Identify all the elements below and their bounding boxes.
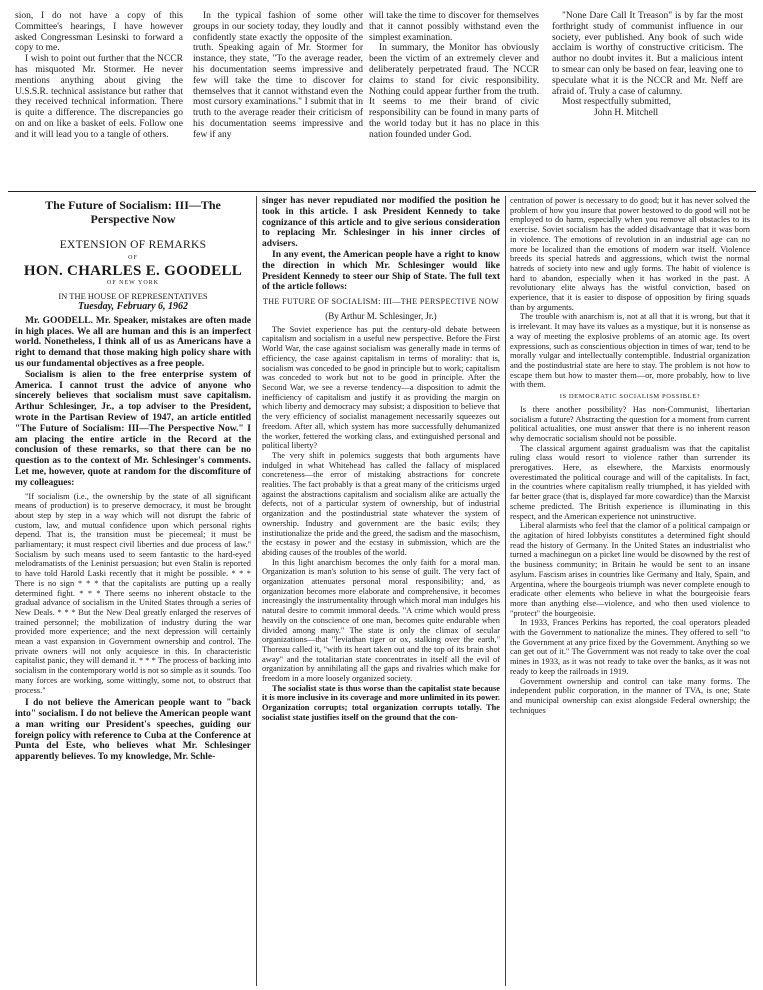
byline: (By Arthur M. Schlesinger, Jr.)	[325, 310, 437, 321]
article-title: The Future of Socialism: III—The Perspective Now	[45, 198, 221, 226]
section-heading: IS DEMOCRATIC SOCIALISM POSSIBLE?	[559, 393, 701, 401]
paragraph: In the typical fashion of some other groups in our society today, they loudly and confidently state exactly the opposite of the truth. Speaking again of Mr. Stormer for instance, they state, "To the average reader, his documentation seems impressive and few will take the time to discover for themselves that it cannot withstand even the most cursory examinations." I submit that in truth to the average reader their criticism of his documentation seems impressive and few if any	[193, 11, 363, 140]
house-label: IN THE HOUSE OF REPRESENTATIVES	[58, 291, 208, 302]
paragraph: The Soviet experience has put the century-old debate between capitalism and socialism in a useful new perspective. Before the First World War, the case against socialism was generally made in terms of efficiency, the case against capitalism in terms of morality: that is, socialism was conceded to be good in principle but to work; capitalism was conceded to work but not to be good in principle. After the Second War, we see a reverse tendency—a disposition to admit the inefficiency of capitalism and justify it as providing the margin on which liberty and democracy may subsist; a disposition to believe that the very efficiency of socialist management necessarily squeezes out freedom. After all, which system has more successfully dehumanized the worker, fettered the working class, and extinguished personal and political liberty?	[262, 324, 500, 451]
paragraph: Socialism is alien to the free enterprise system of America. I cannot trust the advice of anyone who sincerely believes that socialism must save capitalism. Arthur Schlesinger, Jr., a top adviser to the President, wrote in the Partisan Review of 1947, an article entitled "The Future of Socialism: III—The Perspective Now." I am placing the entire article in the Record at the conclusion of these remarks, so that there can be no question as to the context of Mr. Schlesinger's comments. Let me, however, quote at random for the discomfiture of my colleagues:	[15, 369, 251, 488]
paragraph: In summary, the Monitor has obviously been the victim of an extremely clever and deliberately perpetrated fraud. The NCCR claims to stand for civic responsibility. Nothing could appear further from the truth. It seems to me their brand of civic responsibility can be found in many parts of the world today but it has no place in this nation founded under God.	[369, 43, 539, 140]
paragraph: Liberal alarmists who feel that the clamor of a political campaign or the agitation of hired lobbyists constitutes a determined fight should read the history of Germany. In the United States an industrialist who turned a machinegun on a picket line would be disowned by the rest of the business community; in Britain he would be sent to an insane asylum. Fascism arises in countries like Germany and Italy, Spain, and Argentina, where the bourgeois triumph was never complete enough to eradicate other elements who believe in what the bourgeoisie fears more than anything else—violence, and who then used violence to "protect" the bourgeoisie.	[510, 521, 750, 618]
paragraph: In this light anarchism becomes the only faith for a moral man. Organization is man's solution to his sense of guilt. The very fact of organization attenuates personal moral responsibility; and, as organization becomes more elaborate and comprehensive, it becomes increasingly the instrumentality through which moral man indulges his natural desire to commit immoral deeds. "A crime which would press heavily on the conscience of one man, becomes quite endurable when divided among many." The state is only the climax of secular organizations—that "leviathan tiger or ox, stalking over the earth," Thoreau called it, "with its heart taken out and the top of its brain shot away" and the totalitarian state concentrates in itself all the evil of organization by annihilating all the gaps and rivalries which make for freedom in a more loosely organized society.	[262, 557, 500, 684]
paragraph: I do not believe the American people want to "back into" socialism. I do not believe the American people want a man writing our President's speeches, guiding our foreign policy with reference to Cuba at the Conference at Punta del Este, who believes what Mr. Schlesinger apparently believes. To my knowledge, Mr. Schle-	[15, 698, 251, 763]
paragraph: Government ownership and control can take many forms. The independent public corporation, in the manner of TVA, is one; State and municipal ownership can exist alongside Federal ownership; the techniques	[510, 676, 750, 715]
reprint-title: THE FUTURE OF SOCIALISM: III—THE PERSPECTIVE NOW	[262, 297, 500, 307]
top-column-3	[369, 11, 539, 141]
top-column-2	[193, 11, 363, 141]
paragraph: Is there another possibility? Has non-Communist, libertarian socialism a future? Abstracting the question for a moment from current political actualities, one must answer that there is no inherent reason why democratic socialism should not be possible.	[510, 404, 750, 443]
block-quote: "If socialism (i.e., the ownership by the state of all significant means of production) is to preserve democracy, it must be brought about step by step in a way which will not disrupt the fabric of custom, law, and mutual confidence upon which personal rights depend. That is, the transition must be piecemeal; it must be parliamentary; it must respect civil liberties and due process of law." Socialism by such means used to seem fantastic to the hard-eyed melodramatists of the Leninist persuasion; but even Stalin is reported to have told Harold Laski recently that it might be possible. * * * There is no sign * * * that the capitalists are putting up a really determined fight. * * * There seems no inherent obstacle to the gradual advance of socialism in the United States through a series of New Deals. * * * But the New Deal greatly enlarged the reserves of trained personnel; the mobilization of industry during the war provided more experience; and the next depression will certainly mean a vast expansion in Government ownership and control. The private owners will not only acquiesce in this. In characteristic capitalist panic, they will demand it. * * * The process of backing into socialism in the contemporary world is not so simple as it sounds. Too many forces are working, some wittingly, some not, to obstruct that process."	[15, 491, 251, 695]
paragraph: "None Dare Call It Treason" is by far the most forthright study of communist influence in our society, ever published. Any book of such wide acclaim is worthy of constructive criticism. The author no doubt invites it. But a malicious intent to smear can only be based on fear, leaving one to speculate what it is the NCCR and Mr. Neff are afraid of. Truly a case of calumny.	[552, 11, 743, 97]
closing-line: Most respectfully submitted,	[562, 97, 671, 108]
paragraph: singer has never repudiated nor modified the position he took in this article. I ask President Kennedy to take cognizance of this article and to give serious consideration to replacing Mr. Schlesinger in his inner circles of advisers.	[262, 196, 500, 250]
date-line: Tuesday, February 6, 1962	[77, 300, 189, 312]
paragraph: In 1933, Frances Perkins has reported, the coal operators pleaded with the Government to nationalize the mines. They offered to sell "to the Government at any price fixed by the Government. Anything so we can get out of it." The Government was not ready to take over the coal mines in 1933, as it was not ready to take over the banks, as it was not ready to keep the railroads in 1919.	[510, 618, 750, 676]
top-column-1	[15, 11, 183, 141]
paragraph: centration of power is necessary to do good; but it has never solved the problem of how you insure that power bestowed to do good will not be employed to do harm, especially when you remove all obstacles to its exercise. Soviet socialism has the added disadvantage that it was born in violence. The emotions of revolution in an industrial age can no more be localized than the emotions of modern war itself. Violence breeds its special hatreds and aggressions, which twist the normal hatreds of society into new and ugly forms. The habit of violence is hard to abandon, especially when it has worked in the past. A revolutionary elite always has the wistful conviction, based on experience, that it is easier to dispose of opposition by firing squads than by arguments.	[510, 196, 750, 312]
extension-heading: EXTENSION OF REMARKS	[59, 239, 207, 251]
section-divider	[8, 191, 756, 192]
paragraph: The trouble with anarchism is, not at all that it is wrong, but that it is irrelevant. It may have its values as a mystique, but it is nonsense as a way of meeting the explosive problems of an atomic age. Its overt expressions, such as conscientious objection in times of war, tend to be morally vulgar and intellectually contemptible. Industrial organization and the postindustrial state are here to stay. The problem is not how to escape them but how to master them—or, more probably, how to live with them.	[510, 312, 750, 390]
paragraph: In any event, the American people have a right to know the direction in which Mr. Schlesinger would like President Kennedy to steer our Ship of State. The full text of the article follows:	[262, 249, 500, 293]
top-column-4	[552, 11, 743, 119]
of-label: OF	[128, 254, 138, 261]
paragraph: will take the time to discover for themselves that it cannot possibly withstand even the simplest examination.	[369, 11, 539, 43]
article-column-3	[510, 196, 750, 715]
paragraph: sion, I do not have a copy of this Committee's hearings, I have however asked Congressman Lesinski to forward a copy to me.	[15, 11, 183, 54]
member-name: HON. CHARLES E. GOODELL	[23, 262, 243, 279]
paragraph: The very shift in polemics suggests that both arguments have indulged in what Whitehead has called the fallacy of misplaced concreteness—the error of mistaking abstractions for concrete realities. The fact probably is that a great many of the criticisms urged against the abstractions capitalism and socialism alike are actually the defects, not of a particular system of ownership, but of industrial organization and the postindustrial state whatever the system of ownership. Industry and government are the basic evils; they institutionalize the pride and the greed, the sadism and the masochism, the ecstasy in power and the ecstasy in submission, which are the abiding causes of the troubles of the world.	[262, 450, 500, 557]
paragraph: The socialist state is thus worse than the capitalist state because it is more inclusive in its coverage and more unlimited in its power. Organization corrupts; total organization corrupts totally. The socialist state justifies itself on the ground that the con-	[262, 683, 500, 722]
article-column-2	[262, 196, 500, 723]
paragraph: Mr. GOODELL. Mr. Speaker, mistakes are often made in high places. We all are human and this is an imperfect world. Nonetheless, I think all of us as Americans have a right to demand that those making high policy share with us our fundamental objectives as a free people.	[15, 315, 251, 369]
column-rule	[256, 196, 257, 986]
paragraph: The classical argument against gradualism was that the capitalist ruling class would resort to violence rather than surrender its prerogatives. Here, as elsewhere, the Marxists enormously overestimated the political courage and will of the capitalists. In fact, in the countries where capitalism really triumphed, it has yielded with far better grace (that is, displayed far more cowardice) than the Marxist scheme predicted. The British experience is illuminating in this respect, and the American experience not uninstructive.	[510, 443, 750, 521]
signature: John H. Mitchell	[594, 108, 659, 119]
article-column-1	[15, 196, 251, 763]
column-rule	[505, 196, 506, 986]
state-label: OF NEW YORK	[106, 280, 159, 287]
paragraph: I wish to point out further that the NCCR has misquoted Mr. Stormer. He never mentions anything about giving the U.S.S.R. technical assistance but rather that they received technical information. There is quite a difference. The discrepancies go on and on like a basket of eels. Follow one and it will lead you to a tangle of others.	[15, 54, 183, 140]
